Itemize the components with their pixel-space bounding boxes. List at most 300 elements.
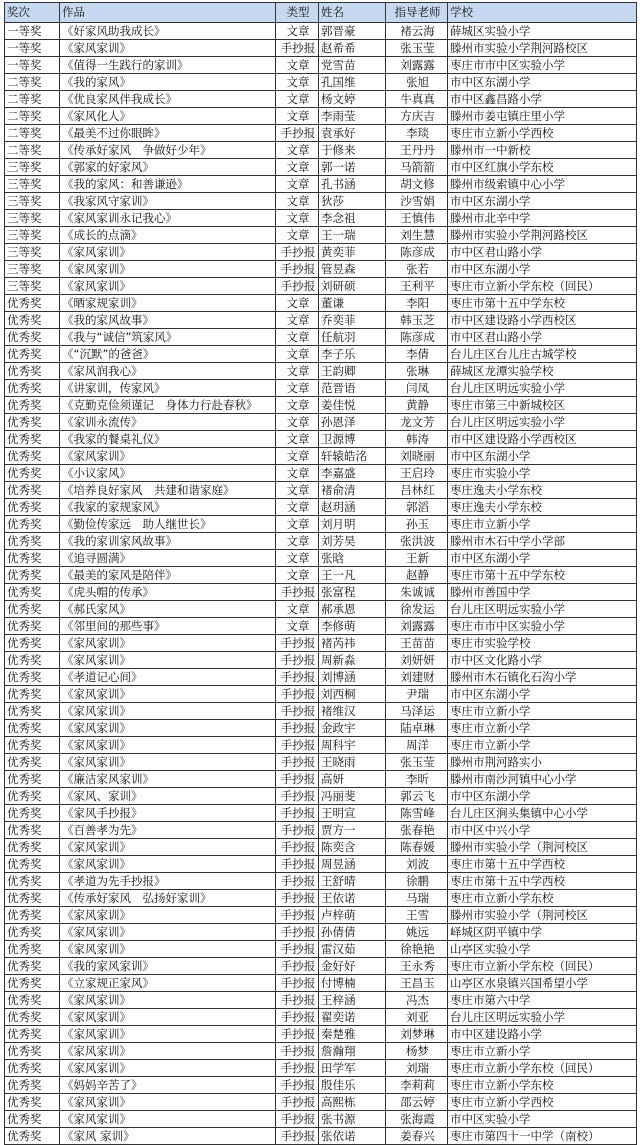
cell-author: 轩辕皓洺 — [319, 448, 386, 465]
cell-work: 《家风家训》 — [60, 448, 276, 465]
cell-type: 文章 — [276, 210, 319, 227]
cell-award: 优秀奖 — [5, 329, 60, 346]
cell-author: 周新淼 — [319, 652, 386, 669]
cell-teacher: 徐艳艳 — [386, 941, 448, 958]
cell-work: 《家风家训》 — [60, 1094, 276, 1111]
cell-type: 文章 — [276, 397, 319, 414]
cell-work: 《我的家训家风故事》 — [60, 533, 276, 550]
cell-author: 刘月明 — [319, 516, 386, 533]
table-row — [5, 788, 637, 805]
cell-school: 枣庄市立新小学 — [448, 1043, 637, 1060]
cell-school: 滕州市实验小学（荆河校区 — [448, 907, 637, 924]
cell-school: 滕州市北辛中学 — [448, 210, 637, 227]
cell-school: 市中区东湖小学 — [448, 448, 637, 465]
cell-author: 金政宇 — [319, 720, 386, 737]
cell-type: 文章 — [276, 74, 319, 91]
cell-type: 手抄报 — [276, 278, 319, 295]
cell-teacher: 冯杰 — [386, 992, 448, 1009]
cell-author: 翟奕诺 — [319, 1009, 386, 1026]
cell-work: 《传承好家风 争做好少年》 — [60, 142, 276, 159]
cell-teacher: 闫凤 — [386, 380, 448, 397]
cell-award: 优秀奖 — [5, 618, 60, 635]
cell-work: 《值得一生践行的家训》 — [60, 57, 276, 74]
cell-author: 王一瑞 — [319, 227, 386, 244]
table-row — [5, 737, 637, 754]
cell-author: 管昱森 — [319, 261, 386, 278]
cell-work: 《家风家训》 — [60, 941, 276, 958]
cell-teacher: 刘晓丽 — [386, 448, 448, 465]
cell-type: 手抄报 — [276, 1111, 319, 1128]
cell-type: 手抄报 — [276, 703, 319, 720]
cell-school: 滕州市姜屯镇庄里小学 — [448, 108, 637, 125]
cell-author: 李修萌 — [319, 618, 386, 635]
cell-teacher: 王新 — [386, 550, 448, 567]
cell-author: 郝承恩 — [319, 601, 386, 618]
cell-award: 优秀奖 — [5, 788, 60, 805]
cell-award: 优秀奖 — [5, 805, 60, 822]
cell-author: 褚俞清 — [319, 482, 386, 499]
cell-teacher: 陈雪峰 — [386, 805, 448, 822]
cell-type: 手抄报 — [276, 125, 319, 142]
table-row — [5, 584, 637, 601]
cell-type: 手抄报 — [276, 754, 319, 771]
cell-work: 《勤俭传家远 助人继世长》 — [60, 516, 276, 533]
cell-teacher: 张春艳 — [386, 822, 448, 839]
cell-work: 《追寻圆满》 — [60, 550, 276, 567]
cell-author: 张书源 — [319, 1111, 386, 1128]
cell-teacher: 姚远 — [386, 924, 448, 941]
cell-type: 文章 — [276, 516, 319, 533]
cell-award: 二等奖 — [5, 74, 60, 91]
cell-type: 手抄报 — [276, 1009, 319, 1026]
cell-work: 《孝道记心间》 — [60, 669, 276, 686]
table-row — [5, 652, 637, 669]
header-award: 奖次 — [5, 3, 60, 23]
cell-work: 《家风、家训》 — [60, 788, 276, 805]
cell-teacher: 张玉莹 — [386, 754, 448, 771]
cell-award: 优秀奖 — [5, 414, 60, 431]
cell-author: 孔书涵 — [319, 176, 386, 193]
cell-work: 《优良家风伴我成长》 — [60, 91, 276, 108]
cell-type: 文章 — [276, 91, 319, 108]
cell-work: 《最美不过你眼眸》 — [60, 125, 276, 142]
cell-work: 《克勤克俭须谨记 身体力行赴春秋》 — [60, 397, 276, 414]
cell-teacher: 郭滔 — [386, 499, 448, 516]
cell-school: 枣庄市立新小学东校 — [448, 1077, 637, 1094]
cell-school: 滕州市善国中学 — [448, 584, 637, 601]
cell-type: 文章 — [276, 380, 319, 397]
cell-school: 滕州市级索镇中心小学 — [448, 176, 637, 193]
cell-work: 《家风家训》 — [60, 1009, 276, 1026]
cell-school: 枣庄市第四十一中学（南校） — [448, 1128, 637, 1145]
table-row — [5, 23, 637, 40]
table-row — [5, 839, 637, 856]
cell-school: 枣庄逸夫小学东校 — [448, 482, 637, 499]
cell-author: 孙恩泽 — [319, 414, 386, 431]
cell-type: 文章 — [276, 312, 319, 329]
cell-type: 文章 — [276, 176, 319, 193]
cell-school: 滕州市实验小学荆河路校区 — [448, 40, 637, 57]
cell-author: 李雨莹 — [319, 108, 386, 125]
cell-type: 手抄报 — [276, 907, 319, 924]
cell-work: 《郝氏家风》 — [60, 601, 276, 618]
cell-award: 优秀奖 — [5, 431, 60, 448]
table-row — [5, 703, 637, 720]
table-row — [5, 482, 637, 499]
cell-school: 台儿庄区明远实验小学 — [448, 414, 637, 431]
cell-school: 山亭区实验小学 — [448, 941, 637, 958]
cell-work: 《妈妈辛苦了》 — [60, 1077, 276, 1094]
cell-teacher: 刘妍妍 — [386, 652, 448, 669]
cell-type: 文章 — [276, 448, 319, 465]
cell-teacher: 胡文修 — [386, 176, 448, 193]
table-row — [5, 907, 637, 924]
cell-award: 优秀奖 — [5, 669, 60, 686]
cell-work: 《成长的点滴》 — [60, 227, 276, 244]
table-row — [5, 533, 637, 550]
cell-type: 手抄报 — [276, 1077, 319, 1094]
table-row — [5, 1060, 637, 1077]
cell-school: 枣庄市市中区实验小学 — [448, 57, 637, 74]
cell-award: 优秀奖 — [5, 635, 60, 652]
cell-teacher: 黄静 — [386, 397, 448, 414]
cell-type: 文章 — [276, 482, 319, 499]
cell-author: 雷汉茹 — [319, 941, 386, 958]
header-author: 姓名 — [319, 3, 386, 23]
cell-author: 杨文婷 — [319, 91, 386, 108]
table-row — [5, 601, 637, 618]
cell-school: 枣庄市第六中学 — [448, 992, 637, 1009]
cell-type: 文章 — [276, 159, 319, 176]
cell-school: 枣庄市第三中新城校区 — [448, 397, 637, 414]
cell-work: 《家风家训》 — [60, 737, 276, 754]
cell-award: 优秀奖 — [5, 873, 60, 890]
cell-school: 枣庄市实验小学 — [448, 465, 637, 482]
cell-school: 滕州市木石镇化石沟小学 — [448, 669, 637, 686]
cell-author: 张晗 — [319, 550, 386, 567]
table-row — [5, 1026, 637, 1043]
cell-work: 《家风家训》 — [60, 1111, 276, 1128]
cell-type: 文章 — [276, 227, 319, 244]
cell-teacher: 孙玉 — [386, 516, 448, 533]
award-table — [4, 2, 637, 1145]
cell-award: 优秀奖 — [5, 1128, 60, 1145]
cell-award: 优秀奖 — [5, 975, 60, 992]
award-list — [4, 2, 637, 1145]
cell-author: 王舒晴 — [319, 873, 386, 890]
cell-school: 枣庄市立新小学 — [448, 516, 637, 533]
cell-author: 陈奕含 — [319, 839, 386, 856]
cell-author: 黄奕菲 — [319, 244, 386, 261]
cell-author: 刘西桐 — [319, 686, 386, 703]
cell-work: 《传承好家风 弘扬好家训》 — [60, 890, 276, 907]
cell-school: 枣庄市第十五中学西校 — [448, 856, 637, 873]
cell-award: 优秀奖 — [5, 754, 60, 771]
cell-teacher: 陈春媛 — [386, 839, 448, 856]
cell-school: 枣庄市立新小学东校（回民） — [448, 1060, 637, 1077]
cell-school: 枣庄市第十五中学西校 — [448, 873, 637, 890]
cell-author: 周科宇 — [319, 737, 386, 754]
cell-school: 市中区文化路小学 — [448, 652, 637, 669]
cell-award: 优秀奖 — [5, 533, 60, 550]
cell-type: 文章 — [276, 329, 319, 346]
table-row — [5, 278, 637, 295]
cell-type: 手抄报 — [276, 40, 319, 57]
cell-teacher: 李莉莉 — [386, 1077, 448, 1094]
table-row — [5, 431, 637, 448]
cell-award: 优秀奖 — [5, 737, 60, 754]
table-row — [5, 1094, 637, 1111]
cell-award: 二等奖 — [5, 108, 60, 125]
cell-award: 一等奖 — [5, 40, 60, 57]
cell-type: 手抄报 — [276, 771, 319, 788]
table-row — [5, 295, 637, 312]
cell-work: 《家风家训》 — [60, 992, 276, 1009]
cell-teacher: 徐鹏 — [386, 873, 448, 890]
cell-work: 《好家风助我成长》 — [60, 23, 276, 40]
cell-award: 一等奖 — [5, 23, 60, 40]
cell-author: 郭晋豪 — [319, 23, 386, 40]
table-row — [5, 992, 637, 1009]
cell-school: 市中区建设路小学 — [448, 1026, 637, 1043]
cell-award: 三等奖 — [5, 176, 60, 193]
cell-teacher: 王昌玉 — [386, 975, 448, 992]
cell-school: 枣庄市第十五中学东校 — [448, 567, 637, 584]
cell-work: 《家风 家训》 — [60, 1128, 276, 1145]
table-row — [5, 244, 637, 261]
cell-award: 三等奖 — [5, 227, 60, 244]
cell-work: 《家风手抄报》 — [60, 805, 276, 822]
cell-work: 《家风家训》 — [60, 1026, 276, 1043]
cell-teacher: 刘建财 — [386, 669, 448, 686]
table-row — [5, 822, 637, 839]
cell-teacher: 方庆吉 — [386, 108, 448, 125]
cell-teacher: 韩玉芝 — [386, 312, 448, 329]
cell-type: 手抄报 — [276, 975, 319, 992]
cell-award: 优秀奖 — [5, 907, 60, 924]
cell-award: 优秀奖 — [5, 397, 60, 414]
table-row — [5, 567, 637, 584]
cell-type: 文章 — [276, 550, 319, 567]
table-row — [5, 57, 637, 74]
cell-work: 《我家的家规家风》 — [60, 499, 276, 516]
cell-teacher: 张琳 — [386, 363, 448, 380]
cell-school: 滕州市南沙河镇中心小学 — [448, 771, 637, 788]
cell-award: 一等奖 — [5, 57, 60, 74]
cell-school: 市中区建设路小学西校区 — [448, 431, 637, 448]
header-type: 类型 — [276, 3, 319, 23]
cell-school: 市中区中兴小学 — [448, 822, 637, 839]
cell-school: 市中区东湖小学 — [448, 788, 637, 805]
cell-teacher: 尹瑞 — [386, 686, 448, 703]
cell-school: 山亭区水泉镇兴国希望小学 — [448, 975, 637, 992]
cell-work: 《家风化人》 — [60, 108, 276, 125]
cell-work: 《家风家训》 — [60, 720, 276, 737]
cell-type: 手抄报 — [276, 1094, 319, 1111]
cell-type: 手抄报 — [276, 652, 319, 669]
cell-type: 手抄报 — [276, 261, 319, 278]
cell-school: 台儿庄区台儿庄古城学校 — [448, 346, 637, 363]
table-row — [5, 176, 637, 193]
cell-teacher: 张若 — [386, 261, 448, 278]
table-row — [5, 1009, 637, 1026]
cell-school: 枣庄逸夫小学东校 — [448, 499, 637, 516]
table-row — [5, 108, 637, 125]
cell-school: 市中区君山路小学 — [448, 244, 637, 261]
cell-school: 枣庄市立新小学西校 — [448, 125, 637, 142]
cell-award: 优秀奖 — [5, 890, 60, 907]
cell-author: 孙倩倩 — [319, 924, 386, 941]
table-row — [5, 924, 637, 941]
cell-type: 文章 — [276, 567, 319, 584]
cell-award: 三等奖 — [5, 278, 60, 295]
cell-author: 卫源博 — [319, 431, 386, 448]
cell-author: 郭一诺 — [319, 159, 386, 176]
cell-award: 二等奖 — [5, 125, 60, 142]
cell-work: 《家风家训》 — [60, 703, 276, 720]
cell-type: 文章 — [276, 193, 319, 210]
table-row — [5, 1128, 637, 1145]
cell-award: 优秀奖 — [5, 941, 60, 958]
cell-school: 市中区东湖小学 — [448, 550, 637, 567]
cell-author: 孔国维 — [319, 74, 386, 91]
cell-work: 《立家规正家风》 — [60, 975, 276, 992]
cell-author: 王晓雨 — [319, 754, 386, 771]
table-body — [5, 23, 637, 1145]
cell-school: 台儿庄区明远实验小学 — [448, 380, 637, 397]
cell-school: 台儿庄区明远实验小学 — [448, 601, 637, 618]
cell-type: 文章 — [276, 618, 319, 635]
cell-award: 优秀奖 — [5, 703, 60, 720]
table-row — [5, 74, 637, 91]
cell-work: 《家风家训》 — [60, 1060, 276, 1077]
table-row — [5, 159, 637, 176]
cell-work: 《家风家训永记我心》 — [60, 210, 276, 227]
cell-work: 《我的家风故事》 — [60, 312, 276, 329]
cell-award: 优秀奖 — [5, 686, 60, 703]
cell-school: 枣庄市立新小学东校（回民） — [448, 958, 637, 975]
cell-type: 文章 — [276, 465, 319, 482]
cell-author: 秦楚雅 — [319, 1026, 386, 1043]
table-row — [5, 720, 637, 737]
cell-type: 手抄报 — [276, 1060, 319, 1077]
cell-type: 文章 — [276, 57, 319, 74]
cell-work: 《虎头帽的传承》 — [60, 584, 276, 601]
cell-work: 《家训永流传》 — [60, 414, 276, 431]
cell-work: 《家风家训》 — [60, 856, 276, 873]
cell-teacher: 王苗苗 — [386, 635, 448, 652]
cell-type: 手抄报 — [276, 1026, 319, 1043]
cell-award: 优秀奖 — [5, 601, 60, 618]
table-row — [5, 805, 637, 822]
cell-award: 优秀奖 — [5, 584, 60, 601]
cell-teacher: 陆卓琳 — [386, 720, 448, 737]
cell-work: 《廉洁家风家训》 — [60, 771, 276, 788]
cell-author: 金好好 — [319, 958, 386, 975]
cell-author: 乔奕菲 — [319, 312, 386, 329]
cell-author: 姜佳悦 — [319, 397, 386, 414]
cell-type: 手抄报 — [276, 669, 319, 686]
cell-work: 《家风家训》 — [60, 1043, 276, 1060]
cell-author: 刘研硕 — [319, 278, 386, 295]
cell-school: 市中区建设路小学西校区 — [448, 312, 637, 329]
cell-work: 《家风家训》 — [60, 754, 276, 771]
cell-work: 《家风家训》 — [60, 839, 276, 856]
cell-teacher: 郭云飞 — [386, 788, 448, 805]
cell-work: 《最美的家风是陪伴》 — [60, 567, 276, 584]
cell-type: 手抄报 — [276, 890, 319, 907]
cell-school: 滕州市木石中学小学部 — [448, 533, 637, 550]
cell-award: 优秀奖 — [5, 958, 60, 975]
header-school: 学校 — [448, 3, 637, 23]
cell-teacher: 姜春兴 — [386, 1128, 448, 1145]
cell-author: 于修来 — [319, 142, 386, 159]
cell-teacher: 陈彦成 — [386, 244, 448, 261]
cell-award: 优秀奖 — [5, 822, 60, 839]
cell-type: 手抄报 — [276, 992, 319, 1009]
cell-author: 刘芳昊 — [319, 533, 386, 550]
cell-teacher: 李昕 — [386, 771, 448, 788]
cell-type: 文章 — [276, 363, 319, 380]
cell-award: 优秀奖 — [5, 992, 60, 1009]
table-row — [5, 193, 637, 210]
cell-work: 《家风家训》 — [60, 924, 276, 941]
cell-teacher: 张旭 — [386, 74, 448, 91]
cell-author: 詹瀚翔 — [319, 1043, 386, 1060]
cell-award: 优秀奖 — [5, 856, 60, 873]
cell-type: 手抄报 — [276, 822, 319, 839]
cell-school: 峄城区阴平镇中学 — [448, 924, 637, 941]
cell-work: 《家风家训》 — [60, 907, 276, 924]
cell-award: 优秀奖 — [5, 1009, 60, 1026]
table-row — [5, 975, 637, 992]
cell-school: 市中区红旗小学东校 — [448, 159, 637, 176]
cell-type: 手抄报 — [276, 686, 319, 703]
cell-teacher: 张玉莹 — [386, 40, 448, 57]
cell-school: 滕州市实验小学荆河路校区 — [448, 227, 637, 244]
cell-author: 褚芮祎 — [319, 635, 386, 652]
cell-type: 手抄报 — [276, 244, 319, 261]
cell-type: 文章 — [276, 431, 319, 448]
table-row — [5, 312, 637, 329]
table-row — [5, 346, 637, 363]
table-row — [5, 754, 637, 771]
cell-type: 手抄报 — [276, 788, 319, 805]
table-row — [5, 856, 637, 873]
table-row — [5, 1043, 637, 1060]
cell-author: 田学军 — [319, 1060, 386, 1077]
cell-author: 王韵卿 — [319, 363, 386, 380]
cell-author: 殷佳乐 — [319, 1077, 386, 1094]
cell-teacher: 沙雪娟 — [386, 193, 448, 210]
header-row — [5, 3, 637, 23]
cell-award: 优秀奖 — [5, 380, 60, 397]
cell-work: 《家风家训》 — [60, 635, 276, 652]
cell-school: 市中区东湖小学 — [448, 686, 637, 703]
cell-school: 枣庄市立新小学东校 — [448, 890, 637, 907]
cell-type: 文章 — [276, 414, 319, 431]
cell-type: 手抄报 — [276, 720, 319, 737]
cell-author: 李子乐 — [319, 346, 386, 363]
cell-type: 手抄报 — [276, 1128, 319, 1145]
cell-school: 枣庄市第十五中学东校 — [448, 295, 637, 312]
cell-teacher: 王启玲 — [386, 465, 448, 482]
cell-school: 市中区东湖小学 — [448, 261, 637, 278]
cell-work: 《我家风守家训》 — [60, 193, 276, 210]
cell-school: 枣庄市实验学校 — [448, 635, 637, 652]
cell-author: 高熙栋 — [319, 1094, 386, 1111]
cell-type: 文章 — [276, 142, 319, 159]
